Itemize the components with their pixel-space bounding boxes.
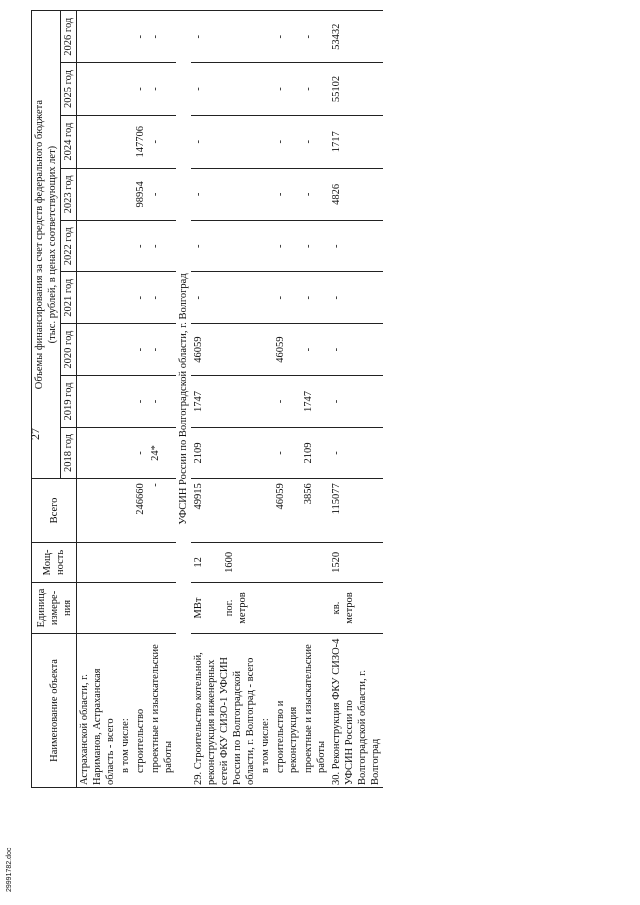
row-unit — [258, 583, 273, 634]
footer-filename: 29991782.doc — [6, 847, 13, 892]
row-year-value — [258, 115, 273, 168]
row-year-value: 2109 — [191, 427, 258, 478]
row-year-value: - — [133, 323, 148, 375]
row-year-value: 1747 — [301, 376, 329, 427]
row-year-value: - — [133, 427, 148, 478]
row-name: строительство и реконструкция — [273, 633, 301, 787]
table-body — [77, 11, 384, 788]
header-unit: Единица измере-ния — [32, 583, 77, 634]
header-capacity: Мощ-ность — [32, 542, 77, 582]
row-total — [258, 479, 273, 543]
row-year-value: - — [191, 11, 258, 63]
row-capacity — [118, 542, 133, 582]
section-title: УФСИН России по Волгоградской области, г. Волгоград — [176, 11, 191, 788]
row-year-value: - — [301, 168, 329, 220]
row-name: 30. Реконструкция ФКУ СИЗО-4 УФСИН России по Волгоградской области, г. Волгоград — [329, 633, 383, 787]
row-year-value: - — [301, 63, 329, 115]
row-year-value: - — [148, 272, 176, 323]
row-year-value: - — [329, 427, 383, 478]
row-capacity — [258, 542, 273, 582]
year-header: 2025 год — [61, 63, 77, 115]
row-year-value — [258, 376, 273, 427]
row-total: 46059 — [273, 479, 301, 543]
row-year-value — [258, 272, 273, 323]
row-total: 49915 — [191, 479, 258, 543]
financing-title: Объемы финансирования за счет средств федерального бюджета — [34, 99, 45, 390]
year-header: 2021 год — [61, 272, 77, 323]
row-year-value — [77, 220, 119, 271]
row-year-value: - — [329, 323, 383, 375]
row-total: 115077 — [329, 479, 383, 543]
table-row — [258, 11, 273, 788]
row-year-value: - — [329, 376, 383, 427]
row-year-value: 46059 — [273, 323, 301, 375]
row-year-value — [77, 11, 119, 63]
row-year-value: - — [273, 11, 301, 63]
row-year-value: - — [273, 63, 301, 115]
row-year-value — [77, 427, 119, 478]
row-year-value: 1717 — [329, 115, 383, 168]
table-row — [77, 11, 119, 788]
row-unit — [118, 583, 133, 634]
row-year-value: - — [301, 11, 329, 63]
rotated-content — [0, 10, 640, 880]
row-total: 246660 — [133, 479, 148, 543]
row-year-value: - — [301, 323, 329, 375]
row-year-value: - — [301, 220, 329, 271]
row-unit: кв. метров — [329, 583, 383, 634]
header-financing — [32, 11, 61, 479]
row-year-value — [258, 323, 273, 375]
row-year-value — [258, 11, 273, 63]
financing-subtitle: (тыс. рублей, в ценах соответствующих лет) — [47, 145, 58, 344]
row-name: строительство — [133, 633, 148, 787]
row-year-value — [258, 427, 273, 478]
row-year-value — [118, 376, 133, 427]
financing-table — [31, 10, 383, 788]
row-year-value — [118, 272, 133, 323]
row-year-value: - — [273, 168, 301, 220]
row-name: в том числе: — [118, 633, 133, 787]
row-year-value — [77, 168, 119, 220]
row-year-value: - — [133, 63, 148, 115]
row-capacity — [191, 542, 258, 582]
row-capacity — [301, 542, 329, 582]
table-row — [133, 11, 148, 788]
row-name: проектные и изыскательские работы — [148, 633, 176, 787]
row-unit — [273, 583, 301, 634]
row-total: 3856 — [301, 479, 329, 543]
row-unit-primary: МВт — [193, 597, 204, 619]
year-header: 2019 год — [61, 376, 77, 427]
row-year-value: - — [273, 115, 301, 168]
row-capacity — [133, 542, 148, 582]
row-year-value: - — [148, 323, 176, 375]
row-year-value — [258, 220, 273, 271]
row-year-value: 147706 — [133, 115, 148, 168]
row-year-value: 1747 — [191, 376, 258, 427]
year-header: 2018 год — [61, 427, 77, 478]
page-number: 27 — [28, 428, 42, 440]
row-name: 29. Строительство котельной, реконструкция инженерных сетей ФКУ СИЗО-1 УФСИН России по Волгоградской области, г. Волгоград - всего — [191, 633, 258, 787]
row-year-value — [77, 323, 119, 375]
row-year-value — [118, 220, 133, 271]
row-capacity: 1520 — [329, 542, 383, 582]
row-year-value: - — [301, 115, 329, 168]
row-year-value: 98954 — [133, 168, 148, 220]
row-year-value: - — [133, 220, 148, 271]
row-capacity — [148, 542, 176, 582]
row-year-value: - — [329, 220, 383, 271]
row-year-value — [118, 323, 133, 375]
row-year-value: - — [148, 168, 176, 220]
row-name: Астраханской области, г. Нариманов, Астраханская область - всего — [77, 633, 119, 787]
table-row — [301, 11, 329, 788]
row-year-value — [77, 376, 119, 427]
row-year-value — [118, 63, 133, 115]
row-year-value — [118, 11, 133, 63]
row-year-value — [118, 115, 133, 168]
row-year-value — [77, 272, 119, 323]
header-name: Наименование объекта — [32, 633, 77, 787]
year-header: 2022 год — [61, 220, 77, 271]
row-year-value: - — [133, 11, 148, 63]
row-year-value: - — [191, 220, 258, 271]
row-unit-secondary: пог. метров — [224, 592, 248, 624]
year-header: 2023 год — [61, 168, 77, 220]
row-name: проектные и изыскательские работы — [301, 633, 329, 787]
row-year-value: 46059 — [191, 323, 258, 375]
row-year-value: - — [148, 376, 176, 427]
row-year-value: 55102 — [329, 63, 383, 115]
row-year-value: - — [148, 220, 176, 271]
row-year-value: - — [148, 115, 176, 168]
row-unit — [191, 583, 258, 634]
row-year-value: - — [273, 272, 301, 323]
row-year-value: - — [273, 427, 301, 478]
year-header: 2026 год — [61, 11, 77, 63]
row-year-value: - — [191, 168, 258, 220]
row-capacity-secondary: 1600 — [224, 551, 235, 573]
row-capacity — [273, 542, 301, 582]
row-year-value: - — [273, 376, 301, 427]
row-unit — [133, 583, 148, 634]
row-unit — [148, 583, 176, 634]
row-year-value — [77, 115, 119, 168]
row-year-value — [77, 63, 119, 115]
row-total: - — [148, 479, 176, 543]
header-total: Всего — [32, 479, 77, 543]
row-year-value: - — [191, 272, 258, 323]
table-row — [191, 11, 258, 788]
row-unit — [301, 583, 329, 634]
row-year-value — [258, 168, 273, 220]
row-year-value: - — [133, 376, 148, 427]
row-year-value: 4826 — [329, 168, 383, 220]
row-year-value: - — [148, 11, 176, 63]
row-year-value: 2109 — [301, 427, 329, 478]
row-year-value: - — [273, 220, 301, 271]
row-year-value: - — [191, 63, 258, 115]
row-year-value — [118, 427, 133, 478]
row-unit — [77, 583, 119, 634]
row-total — [118, 479, 133, 543]
row-year-value: - — [148, 63, 176, 115]
row-year-value: - — [329, 272, 383, 323]
row-capacity — [77, 542, 119, 582]
row-year-value: 53432 — [329, 11, 383, 63]
row-total — [77, 479, 119, 543]
table-row — [118, 11, 133, 788]
row-year-value — [118, 168, 133, 220]
row-capacity-primary: 12 — [193, 557, 204, 568]
row-year-value: 24* — [148, 427, 176, 478]
year-header: 2024 год — [61, 115, 77, 168]
section-row — [176, 11, 191, 788]
row-year-value: - — [191, 115, 258, 168]
year-header: 2020 год — [61, 323, 77, 375]
table-row — [148, 11, 176, 788]
table-row — [273, 11, 301, 788]
row-year-value — [258, 63, 273, 115]
row-year-value: - — [133, 272, 148, 323]
row-name: в том числе: — [258, 633, 273, 787]
table-row — [329, 11, 383, 788]
row-year-value: - — [301, 272, 329, 323]
